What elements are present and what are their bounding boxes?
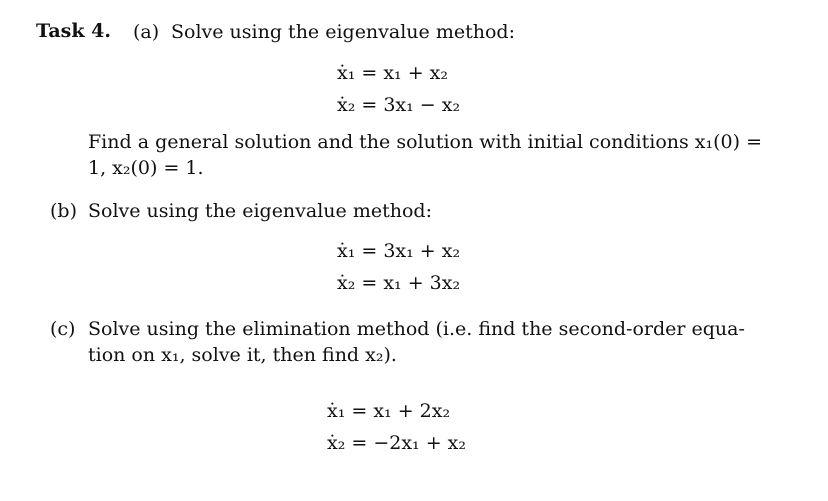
part-a-body-line-2: 1, x₂(0) = 1.: [88, 157, 204, 179]
part-a-eq2-text: ẋ₂ = 3x₁ − x₂: [337, 94, 461, 116]
part-b-eq2-text: ẋ₂ = x₁ + 3x₂: [337, 272, 461, 294]
part-a-equation-1: [337, 62, 448, 84]
task-label: Task 4.: [36, 20, 111, 42]
part-a-body-line-1: Find a general solution and the solution with initial conditions x₁(0) =: [88, 131, 762, 153]
part-b-equation-1: [337, 240, 460, 262]
part-a-eq1-text: ẋ₁ = x₁ + x₂: [337, 62, 448, 84]
part-b-marker: (b): [50, 200, 77, 222]
part-a-equation-2: [337, 94, 460, 116]
part-b-eq1-text: ẋ₁ = 3x₁ + x₂: [337, 240, 461, 262]
part-c-equation-1: [327, 400, 450, 422]
part-a-marker: (a): [133, 21, 160, 43]
part-c-eq2-text: ẋ₂ = −2x₁ + x₂: [327, 432, 467, 454]
part-b-title: Solve using the eigenvalue method:: [88, 200, 432, 222]
part-a-title: Solve using the eigenvalue method:: [171, 21, 515, 43]
part-c-equation-2: [327, 432, 466, 454]
part-c-line-2: tion on x₁, solve it, then find x₂).: [88, 344, 397, 366]
part-c-marker: (c): [50, 318, 76, 340]
part-c-line-1: Solve using the elimination method (i.e. find the second-order equa-: [88, 318, 745, 340]
part-b-equation-2: [337, 272, 460, 294]
part-c-eq1-text: ẋ₁ = x₁ + 2x₂: [327, 400, 451, 422]
